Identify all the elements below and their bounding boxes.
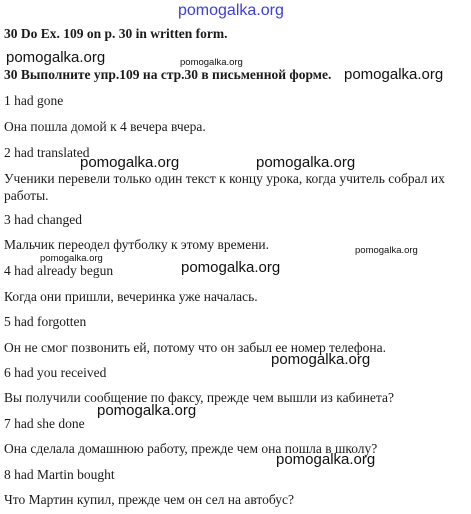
watermark: pomogalka.org	[271, 351, 371, 368]
watermark: pomogalka.org	[97, 402, 197, 419]
answer-translation-6: Вы получили сообщение по факсу, прежде чем вышли из кабинета?	[4, 390, 394, 405]
answer-phrase-2: 2 had translated	[4, 145, 90, 160]
watermark: pomogalka.org	[6, 49, 106, 66]
answer-phrase-4: 4 had already begun	[4, 263, 114, 278]
watermark-top: pomogalka.org	[178, 2, 284, 19]
answer-translation-8: Что Мартин купил, прежде чем он сел на автобус?	[4, 492, 294, 507]
watermark: pomogalka.org	[180, 57, 243, 68]
answer-translation-1: Она пошла домой к 4 вечера вчера.	[4, 119, 206, 134]
watermark: pomogalka.org	[80, 154, 180, 171]
answer-phrase-8: 8 had Martin bought	[4, 467, 115, 482]
answer-phrase-3: 3 had changed	[4, 212, 82, 227]
watermark: pomogalka.org	[344, 66, 444, 83]
exercise-title-ru: 30 Выполните упр.109 на стр.30 в письменной форме.	[4, 67, 332, 82]
watermark: pomogalka.org	[355, 245, 418, 256]
answer-phrase-1: 1 had gone	[4, 93, 64, 108]
answer-phrase-7: 7 had she done	[4, 416, 85, 431]
answer-translation-3: Мальчик переодел футболку к этому времени.	[4, 237, 270, 252]
exercise-title-en: 30 Do Ex. 109 on p. 30 in written form.	[4, 26, 228, 41]
answer-translation-4: Когда они пришли, вечеринка уже началась.	[4, 289, 258, 304]
watermark: pomogalka.org	[181, 259, 281, 276]
answer-phrase-6: 6 had you received	[4, 365, 107, 380]
watermark: pomogalka.org	[276, 451, 376, 468]
answer-translation-7: Она сделала домашнюю работу, прежде чем она пошла в школу?	[4, 441, 378, 456]
answer-translation-2: Ученики перевели только один текст к концу урока, когда учитель собрал их работы.	[4, 171, 445, 203]
answer-translation-5: Он не смог позвонить ей, потому что он забыл ее номер телефона.	[4, 340, 386, 355]
watermark: pomogalka.org	[40, 253, 103, 264]
watermark: pomogalka.org	[256, 154, 356, 171]
answer-phrase-5: 5 had forgotten	[4, 314, 87, 329]
